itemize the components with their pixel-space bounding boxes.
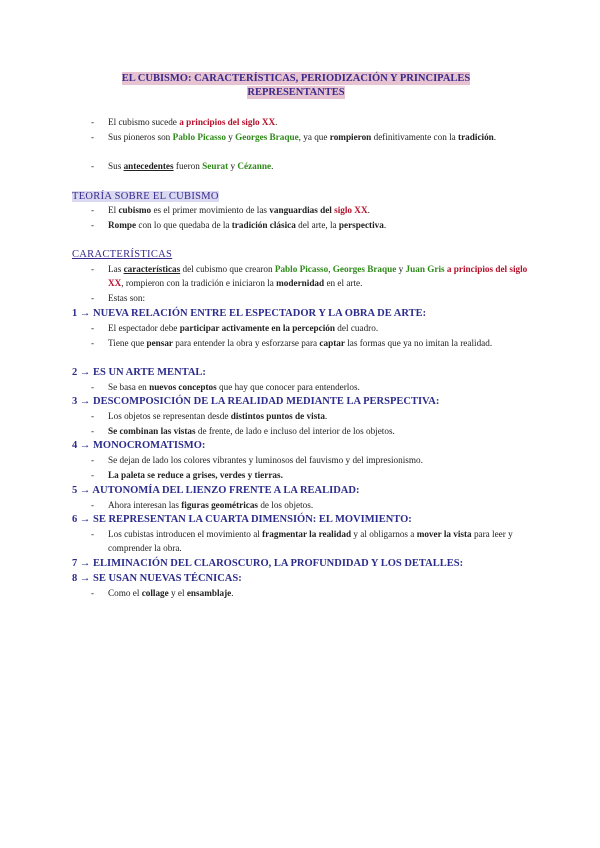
caracteristicas-line-1: Las características del cubismo que crearon Pablo Picasso, Georges Braque y Juan Gris a principios del siglo XX, rompieron con la tradición e iniciaron la modernidad en el arte. <box>108 264 528 288</box>
bullet-dash: - <box>91 338 95 348</box>
item-heading-4: 4 → MONOCROMATISMO: <box>72 440 206 451</box>
item-1-line-1: El espectador debe participar activamente en la percepción del cuadro. <box>108 323 379 333</box>
bullet-dash: - <box>91 264 95 274</box>
teoria-line-2: Rompe con lo que quedaba de la tradición clásica del arte, la perspectiva. <box>108 220 387 230</box>
item-heading-7: 7 → ELIMINACIÓN DEL CLAROSCURO, LA PROFUNDIDAD Y LOS DETALLES: <box>72 558 464 569</box>
item-3-line-2: Se combinan las vistas de frente, de lado e incluso del interior de los objetos. <box>108 426 395 436</box>
item-heading-3: 3 → DESCOMPOSICIÓN DE LA REALIDAD MEDIANTE LA PERSPECTIVA: <box>72 396 440 407</box>
intro-line-3: Sus antecedentes fueron Seurat y Cézanne. <box>108 161 274 171</box>
bullet-dash: - <box>91 220 95 230</box>
item-heading-5: 5 → AUTONOMÍA DEL LIENZO FRENTE A LA REALIDAD: <box>72 485 360 496</box>
item-5-line-1: Ahora interesan las figuras geométricas de los objetos. <box>108 500 314 510</box>
item-heading-2: 2 → ES UN ARTE MENTAL: <box>72 367 206 378</box>
bullet-dash: - <box>91 161 95 171</box>
item-heading-6: 6 → SE REPRESENTAN LA CUARTA DIMENSIÓN: EL MOVIMIENTO: <box>72 514 412 525</box>
bullet-dash: - <box>91 205 95 215</box>
section-heading-teoria: TEORÍA SOBRE EL CUBISMO <box>72 191 219 202</box>
item-2-line-1: Se basa en nuevos conceptos que hay que conocer para entenderlos. <box>108 382 360 392</box>
item-6-line-1: Los cubistas introducen el movimiento al fragmentar la realidad y al obligarnos a mover la vista para leer y comprender la obra. <box>108 529 513 553</box>
caracteristicas-line-2: Estas son: <box>108 293 146 303</box>
section-heading-caracteristicas: CARACTERÍSTICAS <box>72 249 173 260</box>
item-8-line-1: Como el collage y el ensamblaje. <box>108 588 234 598</box>
bullet-dash: - <box>91 382 95 392</box>
item-heading-8: 8 → SE USAN NUEVAS TÉCNICAS: <box>72 573 242 584</box>
bullet-dash: - <box>91 470 95 480</box>
bullet-dash: - <box>91 323 95 333</box>
bullet-dash: - <box>91 132 95 142</box>
item-4-line-2: La paleta se reduce a grises, verdes y tierras. <box>108 470 283 480</box>
intro-line-1: El cubismo sucede a principios del siglo XX. <box>108 117 278 127</box>
intro-line-2: Sus pioneros son Pablo Picasso y Georges Braque, ya que rompieron definitivamente con la tradición. <box>108 132 497 142</box>
item-4-line-1: Se dejan de lado los colores vibrantes y luminosos del fauvismo y del impresionismo. <box>108 455 423 465</box>
bullet-dash: - <box>91 455 95 465</box>
item-heading-1: 1 → NUEVA RELACIÓN ENTRE EL ESPECTADOR Y LA OBRA DE ARTE: <box>72 308 427 319</box>
teoria-line-1: El cubismo es el primer movimiento de las vanguardias del siglo XX. <box>108 205 370 215</box>
bullet-dash: - <box>91 293 95 303</box>
bullet-dash: - <box>91 426 95 436</box>
item-3-line-1: Los objetos se representan desde distintos puntos de vista. <box>108 411 328 421</box>
bullet-dash: - <box>91 411 95 421</box>
item-1-line-2: Tiene que pensar para entender la obra y esforzarse para captar las formas que ya no imitan la realidad. <box>108 338 493 348</box>
bullet-dash: - <box>91 117 95 127</box>
bullet-dash: - <box>91 588 95 598</box>
bullet-dash: - <box>91 500 95 510</box>
document-title: EL CUBISMO: CARACTERÍSTICAS, PERIODIZACIÓN Y PRINCIPALES REPRESENTANTES <box>121 73 471 98</box>
bullet-dash: - <box>91 529 95 539</box>
